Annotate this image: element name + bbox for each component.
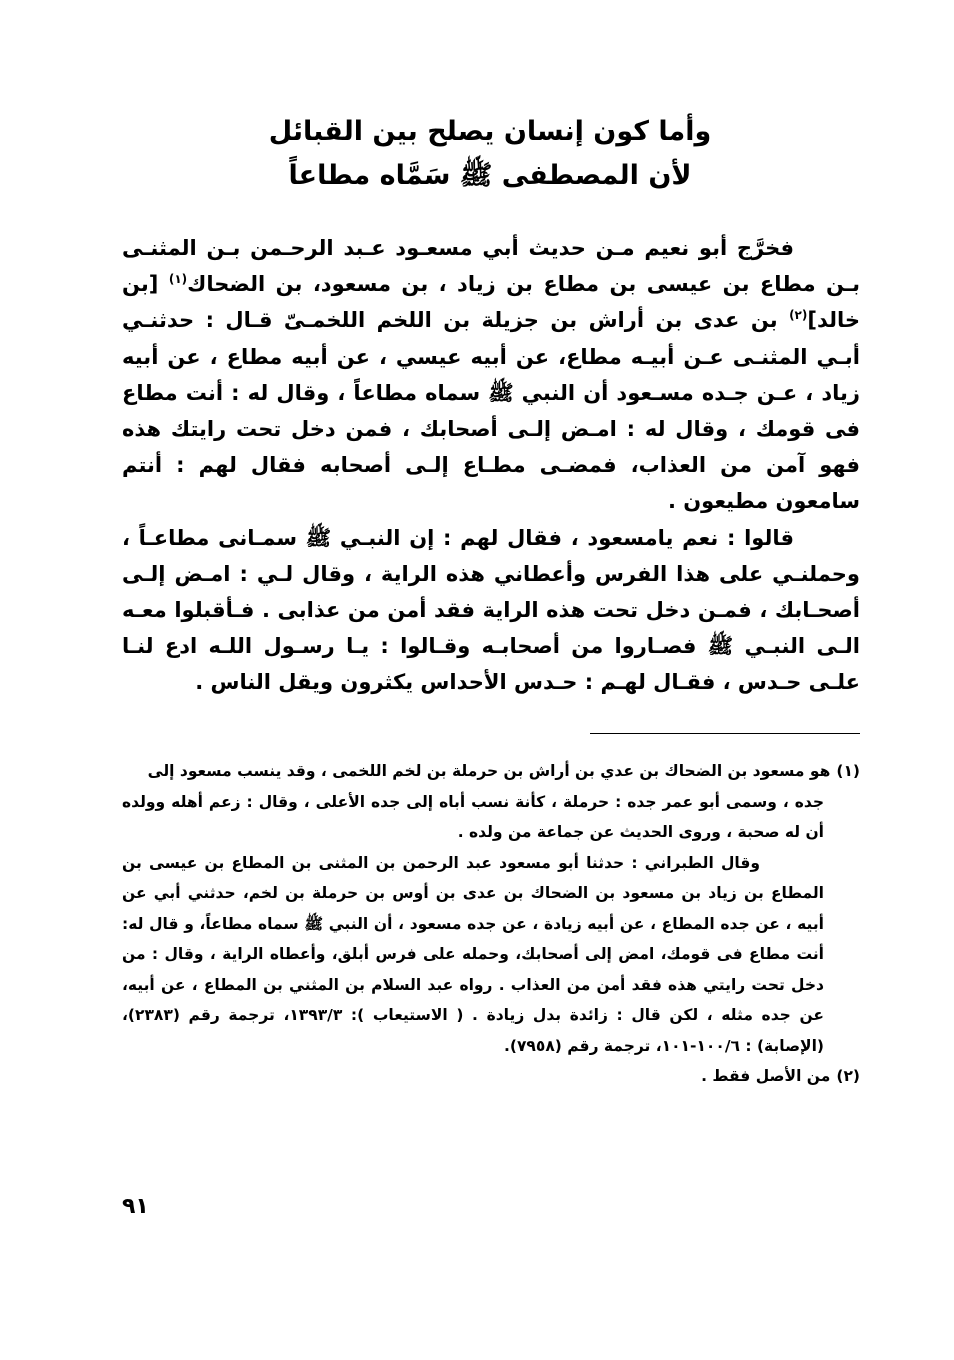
page-number: ٩١ (122, 1194, 149, 1219)
footnote-1-number: (١) (836, 762, 860, 780)
footnote-1-line-1 (122, 756, 860, 787)
footnote-2 (122, 1061, 860, 1092)
chapter-heading (120, 110, 860, 198)
main-text (122, 230, 860, 701)
body-paragraph-1-part-b: [بن خالد] (122, 272, 860, 333)
footnote-ref-2: (٢) (789, 308, 808, 323)
body-paragraph-1-part-c: بن عدى بن أراش بن جزيلة بن اللخم اللخمـىّ قـال : حدثنـي أبـي المثنـى عـن أبيـه مطاع، عن أبيه عيسي ، عن أبيه مطاع ، عن أبيه زياد ، عـن جـده مسـعود أن النبي ﷺ سماه مطاعاً ، وقال له : أنت مطاع فى قومك ، وقال له : امـض إلـى أصحابك ، فمن دخل تحت رايتك هذه فهو آمن من العذاب، فمضـى مطـاع إلـى أصحابه فقال لهم : أنتم سامعون مطيعون . (122, 308, 860, 514)
footnote-1-paragraph-2: وقال الطبراني : حدثنا أبو مسعود عبد الرحمن بن المثنى بن المطاع بن عيسى بن المطاع بن زياد بن مسعود بن الضحاك بن عدى بن أوس بن حرملة بن لخم، حدثني أبي عن أبيه ، عن جده المطاع ، عن أبيه زيادة ، عن جده مسعود ، أن النبي ﷺ سماه مطاعاً، و قال له: أنت مطاع فى قومك، امض إلى أصحابك، وحمله على فرس أبلق، وأعطاه الراية ، وقال : من دخل تحت رايتي هذه فقد أمن من العذاب . رواه عبد السلام بن المثني بن المطاع ، عن أبيه، عن جده مثله ، لكن قال : زائدة بدل زيادة . ( الاستيعاب ): ١٣٩٣/٣، ترجمة رقم (٢٣٨٣)، (الإصابة) : ١٠٠/٦-١٠١، ترجمة رقم (٧٩٥٨). (122, 853, 824, 1055)
footnote-2-number: (٢) (836, 1067, 860, 1085)
footnote-divider (590, 733, 860, 734)
footnotes (122, 756, 860, 1092)
footnote-2-text: من الأصل فقط . (701, 1067, 831, 1085)
heading-line-2: لأن المصطفى ﷺ سَمَّاه مطاعاً (288, 160, 692, 191)
body-paragraph-1 (122, 230, 860, 520)
footnote-ref-1: (١) (168, 272, 188, 287)
body-paragraph-1-part-a: فخرَّج أبو نعيم مـن حديث أبي مسعـود عـبد الرحـمن بـن المثنـى بـن مطاع بن عيسى بن مطاع بن زياد ، بن مسعود، بن الضحاك (122, 236, 860, 297)
footnote-1-continuation: جده ، وسمى أبو عمر جده : حرملة ، كأنة نسب أباه إلى جده الأعلى ، وقال : زعم أهله وولده أن له صحبة ، وروى الحديث عن جماعة من ولده . (122, 792, 824, 841)
body-paragraph-2: قالوا : نعم يامسعود ، فقال لهم : إن النبـي ﷺ سمـانى مطاعـاً ، وحملنـي على هذا الفرس وأعطاني هذه الراية ، وقال لـي : امـض إلـى أصحـابك ، فمـن دخل تحت هذه الراية فقد أمن من عذابى . فـأقبلوا معـه الـى النبـي ﷺ فصـاروا من أصحابـه وقـالوا : يـا رسـول اللـه ادع لنـا علـى حـدس ، فقـال لهـم : حـدس الأحداس يكثرون ويقل الناس . (122, 525, 860, 695)
footnote-1-text-start: هو مسعود بن الضحاك بن عدي بن أراش بن حرملة بن لخم اللخمى ، وقد ينسب مسعود إلى (147, 762, 831, 780)
heading-line-1: وأما كون إنسان يصلح بين القبائل (268, 116, 712, 147)
